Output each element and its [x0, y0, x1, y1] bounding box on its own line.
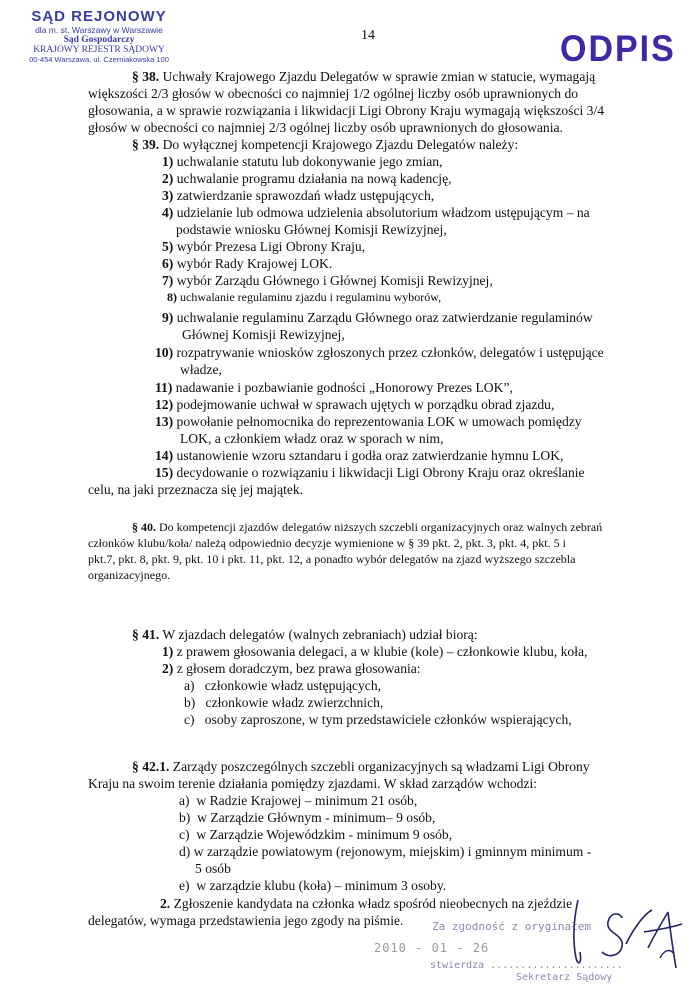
list-item: b) członkowie władz zwierzchnich,	[184, 695, 384, 710]
s42-line2: Kraju na swoim terenie działania pomiędzy zjazdami. W skład zarządów wchodzi:	[88, 776, 538, 791]
court-stamp-line1: SĄD REJONOWY	[31, 8, 167, 25]
court-stamp	[4, 8, 194, 64]
odpis-stamp: ODPIS	[560, 28, 676, 70]
s38-line1	[132, 68, 595, 85]
s40-line2: członków klubu/koła/ należą odpowiednio decyzje wymienione w § 39 pkt. 2, pkt. 3, pkt. 4, pkt. 5 i	[88, 536, 566, 550]
list-item: a) członkowie władz ustępujących,	[184, 678, 382, 693]
list-item: 2) z głosem doradczym, bez prawa głosowania:	[162, 661, 421, 676]
s40-line1: § 40. Do kompetencji zjazdów delegatów niższych szczebli organizacyjnych oraz walnych zebrań	[132, 520, 603, 534]
s39-intro: Do wyłącznej kompetencji Krajowego Zjazdu Delegatów należy:	[162, 137, 519, 152]
list-item: 9) uchwalanie regulaminu Zarządu Głównego oraz zatwierdzanie regulaminów	[162, 310, 593, 325]
s38-line3: głosowania, a w sprawie rozwiązania i likwidacji Ligi Obrony Kraju wymagają większości 3/4	[88, 103, 605, 118]
list-item: 13) powołanie pełnomocnika do reprezentowania LOK w umowach pomiędzy	[155, 414, 582, 429]
s38-text: Uchwały Krajowego Zjazdu Delegatów w sprawie zmian w statucie, wymagają	[162, 69, 596, 84]
court-stamp-line4: KRAJOWY REJESTR SĄDOWY	[33, 45, 165, 55]
list-item-cont: 5 osób	[195, 861, 231, 876]
list-item: c) w Zarządzie Wojewódzkim - minimum 9 osób,	[179, 827, 453, 842]
s39-intro-line	[132, 136, 518, 153]
certification-line2: stwierdza ......................	[430, 960, 623, 971]
list-item: 1) z prawem głosowania delegaci, a w klubie (kole) – członkowie klubu, koła,	[162, 644, 588, 659]
s38-line4: głosów w obecności co najmniej 2/3 ogólnej liczby osób uprawnionych do głosowania.	[88, 120, 563, 135]
court-stamp-line3: Sąd Gospodarczy	[63, 35, 135, 45]
list-item: 1) uchwalanie statutu lub dokonywanie jego zmian,	[162, 154, 443, 169]
s40-num: § 40.	[132, 520, 156, 534]
list-item: a) w Radzie Krajowej – minimum 21 osób,	[179, 793, 418, 808]
s42-line1: § 42.1. Zarządy poszczególnych szczebli organizacyjnych są władzami Ligi Obrony	[132, 759, 590, 774]
list-item: c) osoby zaproszone, w tym przedstawiciele członków wspierających,	[184, 712, 572, 727]
list-item: 14) ustanowienie wzoru sztandaru i godła oraz zatwierdzanie hymnu LOK,	[155, 448, 564, 463]
list-item: b) w Zarządzie Głównym - minimum– 9 osób,	[179, 810, 436, 825]
list-item: 10) rozpatrywanie wniosków zgłoszonych przez członków, delegatów i ustępujące	[155, 345, 604, 360]
list-item: 15) decydowanie o rozwiązaniu i likwidacji Ligi Obrony Kraju oraz określanie	[155, 465, 585, 480]
s39-num: § 39.	[132, 137, 160, 152]
list-item: 6) wybór Rady Krajowej LOK.	[162, 256, 333, 271]
court-stamp-line5: 00-454 Warszawa, ul. Czerniakowska 100	[29, 55, 169, 64]
list-item: 4) udzielanie lub odmowa udzielenia absolutorium władzom ustępującym – na	[162, 205, 590, 220]
list-item: 7) wybór Zarządu Głównego i Głównej Komisji Rewizyjnej,	[162, 273, 493, 288]
list-item: d) w zarządzie powiatowym (rejonowym, miejskim) i gminnym minimum -	[179, 844, 592, 859]
s38-line2: większości 2/3 głosów w obecności co najmniej 1/2 ogólnej liczby osób uprawnionych do	[88, 86, 579, 101]
list-item: 5) wybór Prezesa Ligi Obrony Kraju,	[162, 239, 366, 254]
s41-num: § 41.	[132, 627, 160, 642]
list-item-cont: podstawie wniosku Głównej Komisji Rewizyjnej,	[176, 222, 447, 237]
list-item-cont: Głównej Komisji Rewizyjnej,	[182, 327, 345, 342]
list-item-cont: celu, na jaki przeznacza się jej majątek.	[88, 482, 304, 497]
court-stamp-line2: dla m. st. Warszawy w Warszawie	[35, 25, 163, 35]
s40-line4: organizacyjnego.	[88, 568, 171, 582]
list-item: 8) uchwalanie regulaminu zjazdu i regulaminu wyborów,	[167, 290, 442, 304]
s38-num: § 38.	[132, 69, 160, 84]
signature	[560, 888, 700, 988]
s42-p2-line2: delegatów, wymaga przedstawienia jego zgody na piśmie.	[88, 913, 404, 928]
list-item: 12) podejmowanie uchwał w sprawach ujętych w porządku obrad zjazdu,	[155, 397, 555, 412]
list-item-cont: władze,	[180, 362, 222, 377]
list-item: 2) uchwalanie programu działania na nową kadencję,	[162, 171, 452, 186]
s41-intro-line: § 41. W zjazdach delegatów (walnych zebraniach) udział biorą:	[132, 627, 478, 642]
list-item: 11) nadawanie i pozbawianie godności „Honorowy Prezes LOK”,	[155, 380, 513, 395]
page-number: 14	[361, 28, 375, 43]
certification-line1: Za zgodność z oryginałem	[432, 920, 591, 933]
list-item: 3) zatwierdzanie sprawozdań władz ustępujących,	[162, 188, 435, 203]
s42-num: § 42.1.	[132, 759, 170, 774]
list-item-cont: LOK, a członkiem władz oraz w sporach w nim,	[180, 431, 444, 446]
certification-date: 2010 - 01 - 26	[374, 941, 490, 955]
certification-line3: Sekretarz Sądowy	[516, 972, 613, 983]
list-item: e) w zarządzie klubu (koła) – minimum 3 osoby.	[179, 878, 447, 893]
s40-line3: pkt.7, pkt. 8, pkt. 9, pkt. 10 i pkt. 11, pkt. 12, a ponadto wybór delegatów na zjazd wyższego szczebla	[88, 552, 576, 566]
s42-p2-line1: 2. Zgłoszenie kandydata na członka władz spośród nieobecnych na zjeździe	[160, 896, 573, 911]
